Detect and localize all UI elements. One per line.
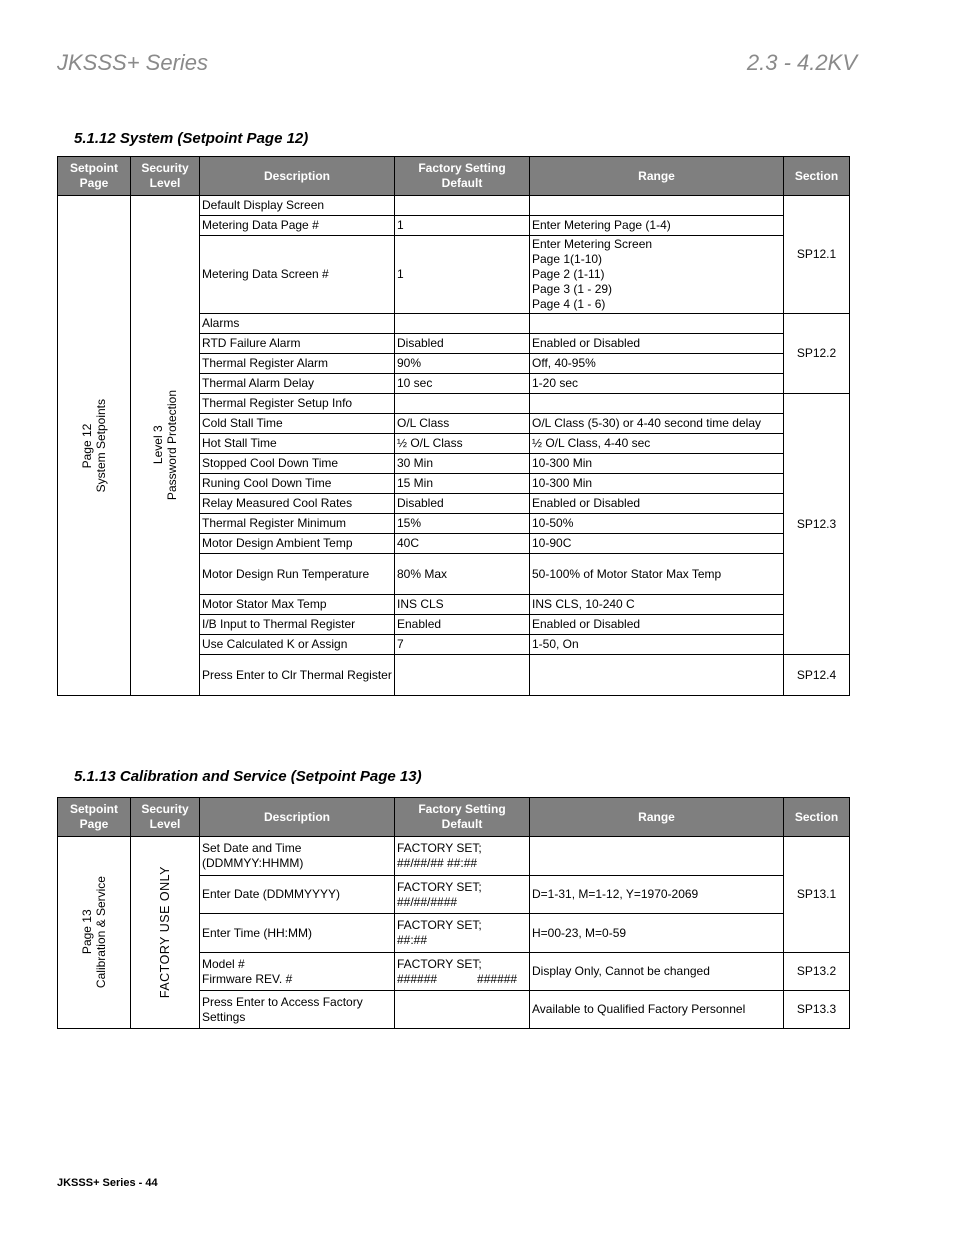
default-cell: Disabled <box>395 494 530 514</box>
security-level-cell <box>131 196 200 696</box>
description-cell: Set Date and Time (DDMMYY:HHMM) <box>200 837 395 876</box>
column-header: Section <box>784 798 850 837</box>
range-cell: 50-100% of Motor Stator Max Temp <box>530 554 784 595</box>
default-cell: FACTORY SET; ##/##/#### <box>395 876 530 914</box>
description-cell: RTD Failure Alarm <box>200 334 395 354</box>
range-cell <box>530 394 784 414</box>
section-cell: SP13.3 <box>784 991 850 1029</box>
range-cell <box>530 314 784 334</box>
range-cell: O/L Class (5-30) or 4-40 second time delay <box>530 414 784 434</box>
column-header: Range <box>530 798 784 837</box>
default-cell <box>395 991 530 1029</box>
default-cell: 15 Min <box>395 474 530 494</box>
range-cell: 1-20 sec <box>530 374 784 394</box>
section-cell: SP12.1 <box>784 196 850 314</box>
default-cell: 80% Max <box>395 554 530 595</box>
setpoint-page-cell <box>58 196 131 696</box>
column-header: Section <box>784 157 850 196</box>
range-cell: Enabled or Disabled <box>530 494 784 514</box>
description-cell: Thermal Register Setup Info <box>200 394 395 414</box>
default-cell: 15% <box>395 514 530 534</box>
range-cell: Enabled or Disabled <box>530 615 784 635</box>
range-cell: Available to Qualified Factory Personnel <box>530 991 784 1029</box>
default-cell: FACTORY SET; ##:## <box>395 914 530 953</box>
range-cell <box>530 655 784 696</box>
range-cell: Enter Metering Page (1-4) <box>530 216 784 236</box>
description-cell: Runing Cool Down Time <box>200 474 395 494</box>
description-cell: Model # Firmware REV. # <box>200 953 395 991</box>
default-cell: 1 <box>395 216 530 236</box>
range-cell: D=1-31, M=1-12, Y=1970-2069 <box>530 876 784 914</box>
description-cell: Cold Stall Time <box>200 414 395 434</box>
description-cell: Motor Stator Max Temp <box>200 595 395 615</box>
range-cell <box>530 837 784 876</box>
default-cell: 40C <box>395 534 530 554</box>
range-cell: 1-50, On <box>530 635 784 655</box>
default-cell: O/L Class <box>395 414 530 434</box>
description-cell: Press Enter to Access Factory Settings <box>200 991 395 1029</box>
section-12-title: 5.1.12 System (Setpoint Page 12) <box>74 130 309 147</box>
setpoint-page-cell-text: Page 13 Calibration & Service <box>80 876 108 989</box>
default-cell <box>395 655 530 696</box>
table-row <box>58 837 850 876</box>
default-cell: FACTORY SET; ###### ###### <box>395 953 530 991</box>
setpoint-page-cell <box>58 837 131 1029</box>
description-cell: Relay Measured Cool Rates <box>200 494 395 514</box>
header-voltage-range: 2.3 - 4.2KV <box>746 50 857 75</box>
default-cell <box>395 314 530 334</box>
default-cell: 7 <box>395 635 530 655</box>
description-cell: Thermal Register Minimum <box>200 514 395 534</box>
table-row <box>58 196 850 216</box>
security-level-cell <box>131 837 200 1029</box>
range-cell: 10-90C <box>530 534 784 554</box>
column-header: Range <box>530 157 784 196</box>
default-cell: FACTORY SET; ##/##/## ##:## <box>395 837 530 876</box>
range-cell <box>530 196 784 216</box>
range-cell: 10-300 Min <box>530 474 784 494</box>
column-header: Factory Setting Default <box>395 157 530 196</box>
setpoint-page-cell-text: Page 12 System Setpoints <box>80 398 108 493</box>
default-cell: 30 Min <box>395 454 530 474</box>
section-13-title: 5.1.13 Calibration and Service (Setpoint Page 13) <box>74 768 422 785</box>
description-cell: Enter Date (DDMMYYYY) <box>200 876 395 914</box>
range-cell: H=00-23, M=0-59 <box>530 914 784 953</box>
column-header: Setpoint Page <box>58 798 131 837</box>
security-level-cell-text: Level 3 Password Protection <box>151 390 179 501</box>
calibration-setpoint-table <box>57 797 850 1029</box>
default-cell: 10 sec <box>395 374 530 394</box>
description-cell: I/B Input to Thermal Register <box>200 615 395 635</box>
security-level-cell-text: FACTORY USE ONLY <box>158 866 172 999</box>
default-cell: Enabled <box>395 615 530 635</box>
range-cell: Display Only, Cannot be changed <box>530 953 784 991</box>
description-cell: Alarms <box>200 314 395 334</box>
section-cell: SP13.1 <box>784 837 850 953</box>
default-cell: ½ O/L Class <box>395 434 530 454</box>
description-cell: Hot Stall Time <box>200 434 395 454</box>
description-cell: Enter Time (HH:MM) <box>200 914 395 953</box>
section-cell: SP13.2 <box>784 953 850 991</box>
default-cell: Disabled <box>395 334 530 354</box>
description-cell: Default Display Screen <box>200 196 395 216</box>
column-header: Setpoint Page <box>58 157 131 196</box>
description-cell: Metering Data Page # <box>200 216 395 236</box>
range-cell: Enter Metering Screen Page 1(1-10) Page 2 (1-11) Page 3 (1 - 29) Page 4 (1 - 6) <box>530 236 784 314</box>
description-cell: Motor Design Run Temperature <box>200 554 395 595</box>
default-cell <box>395 394 530 414</box>
description-cell: Thermal Alarm Delay <box>200 374 395 394</box>
description-cell: Stopped Cool Down Time <box>200 454 395 474</box>
default-cell: INS CLS <box>395 595 530 615</box>
range-cell: ½ O/L Class, 4-40 sec <box>530 434 784 454</box>
default-cell: 90% <box>395 354 530 374</box>
range-cell: Enabled or Disabled <box>530 334 784 354</box>
section-cell: SP12.2 <box>784 314 850 394</box>
system-setpoint-table <box>57 156 850 696</box>
column-header: Security Level <box>131 798 200 837</box>
default-cell: 1 <box>395 236 530 314</box>
range-cell: 10-50% <box>530 514 784 534</box>
column-header: Factory Setting Default <box>395 798 530 837</box>
description-cell: Use Calculated K or Assign <box>200 635 395 655</box>
page-footer: JKSSS+ Series - 44 <box>57 1177 158 1189</box>
column-header: Description <box>200 157 395 196</box>
header-series-title: JKSSS+ Series <box>57 50 209 75</box>
range-cell: INS CLS, 10-240 C <box>530 595 784 615</box>
description-cell: Metering Data Screen # <box>200 236 395 314</box>
section-cell: SP12.3 <box>784 394 850 655</box>
description-cell: Thermal Register Alarm <box>200 354 395 374</box>
default-cell <box>395 196 530 216</box>
column-header: Description <box>200 798 395 837</box>
column-header: Security Level <box>131 157 200 196</box>
range-cell: Off, 40-95% <box>530 354 784 374</box>
range-cell: 10-300 Min <box>530 454 784 474</box>
description-cell: Motor Design Ambient Temp <box>200 534 395 554</box>
section-cell: SP12.4 <box>784 655 850 696</box>
description-cell: Press Enter to Clr Thermal Register <box>200 655 395 696</box>
